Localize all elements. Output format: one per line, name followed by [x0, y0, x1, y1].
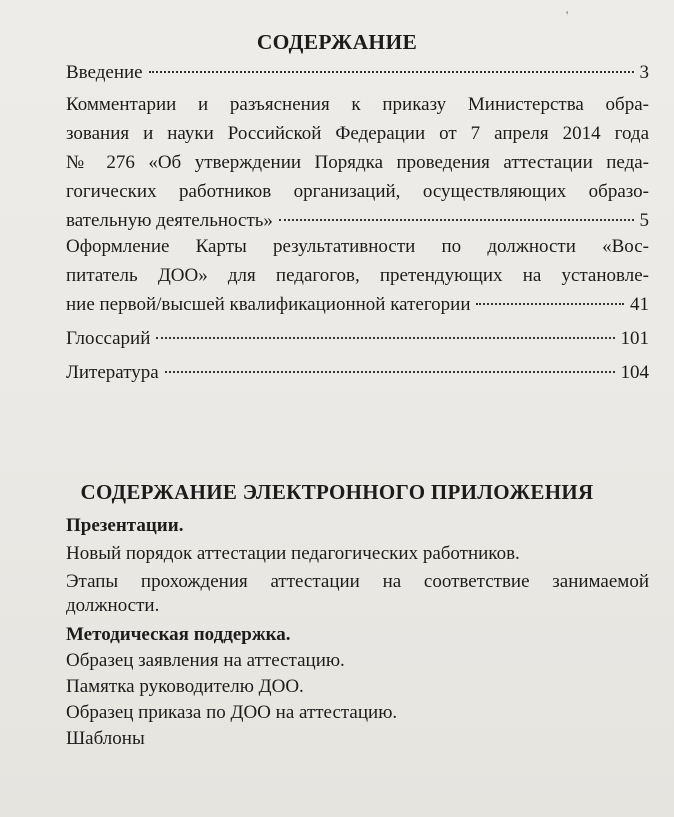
toc-leader-dots	[279, 219, 634, 221]
appendix-item: Образец заявления на аттестацию.	[66, 650, 345, 671]
toc-leader-dots	[149, 71, 634, 73]
toc-page-number: 5	[639, 210, 649, 231]
appendix-item: Этапы прохождения аттестации на соответствие занимаемой должности.	[66, 571, 649, 616]
appendix-section-methodical-support	[66, 623, 649, 751]
toc-entry-line: гогических работников организаций, осуществляющих образо-	[66, 181, 649, 202]
appendix-item: Образец приказа по ДОО на аттестацию.	[66, 702, 398, 723]
toc-entry-line: вательную деятельность»	[66, 210, 273, 231]
appendix-item: Памятка руководителю ДОО.	[66, 676, 304, 697]
toc-entry-introduction	[66, 58, 649, 87]
appendix-section-presentations	[66, 514, 649, 618]
toc-entry-performance-card	[66, 232, 649, 319]
toc-entry-line: зования и науки Российской Федерации от 7 апреля 2014 года	[66, 123, 649, 144]
toc-entry-title: Глоссарий	[66, 328, 151, 349]
appendix-section-heading: Методическая поддержка.	[66, 624, 291, 645]
toc-entry-literature	[66, 358, 649, 387]
toc-leader-dots	[476, 303, 624, 305]
toc-leader-dots	[156, 337, 614, 339]
toc-entry-commentary	[66, 90, 649, 235]
toc-entry-title: Введение	[66, 62, 143, 83]
toc-page-number: 101	[620, 328, 649, 349]
toc-entry-line: № 276 «Об утверждении Порядка проведения аттестации педа-	[66, 152, 649, 173]
toc-page-number: 41	[630, 294, 649, 315]
appendix-item: Шаблоны	[66, 728, 145, 749]
toc-entry-line: Комментарии и разъяснения к приказу Министерства обра-	[66, 94, 649, 115]
appendix-section-heading: Презентации.	[66, 515, 184, 536]
toc-entry-line: питатель ДОО» для педагогов, претендующих на установле-	[66, 265, 649, 286]
toc-entry-title: Литература	[66, 362, 159, 383]
toc-entry-line: ние первой/высшей квалификационной категории	[66, 294, 471, 315]
toc-leader-dots	[165, 371, 615, 373]
toc-entry-glossary	[66, 324, 649, 353]
toc-page-number: 104	[620, 362, 649, 383]
appendix-item: Новый порядок аттестации педагогических работников.	[66, 543, 520, 564]
page-mark: '	[566, 8, 569, 22]
toc-page-number: 3	[639, 62, 649, 83]
appendix-title: СОДЕРЖАНИЕ ЭЛЕКТРОННОГО ПРИЛОЖЕНИЯ	[80, 480, 594, 504]
contents-title: СОДЕРЖАНИЕ	[256, 30, 418, 54]
toc-entry-line: Оформление Карты результативности по должности «Вос-	[66, 236, 649, 257]
